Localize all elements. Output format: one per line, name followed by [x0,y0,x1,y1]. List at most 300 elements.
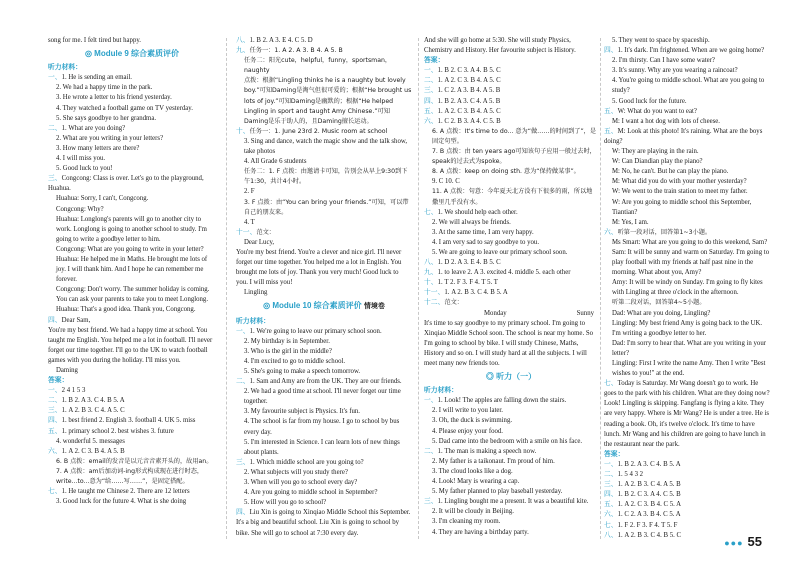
text-line [236,387,412,407]
text-line [236,218,412,228]
numbered-line [424,107,598,117]
question-number: 六、 [604,511,618,519]
text-line [424,427,598,437]
text-line [424,36,598,56]
line-text: 4. All Grade 6 students [244,158,307,166]
section-title-text: ◎ Module 10 综合素质评价 [263,301,362,311]
question-number: 十一、 [424,289,445,297]
numbered-line [604,510,772,520]
line-text: 1. B 2. A 3. C 4. B 5. A [617,460,681,468]
numbered-line [48,73,216,83]
text-line [604,359,772,379]
line-text: 4. Look! Mary is wearing a cap. [432,478,520,486]
line-text: 2. My father is a taikonaut. I'm proud of him. [432,457,555,465]
text-line [48,467,216,487]
line-text: 1. A 2. B 3. C 4. B 5. A [444,289,508,297]
section-tag: 情境卷 [363,303,385,311]
question-number: 二、 [424,77,438,85]
numbered-line [48,406,216,416]
text-line [604,309,772,319]
numbered-line [48,447,216,457]
page-number: 55 [747,534,762,549]
text-line [424,487,598,497]
text-line [48,164,216,174]
line-text: 2. I will write to you later. [432,407,503,415]
line-text: 4. I will miss you. [56,155,106,163]
line-text: 3. Good luck for the future 4. What is she doing [56,498,187,506]
line-text: 6. B 点拨：email的发音是以元音音素开头的，故用an。 [56,457,213,465]
question-number: 二、 [48,397,62,405]
line-text: 1. C 2. B 3. A 4. C 5. B [437,117,501,125]
line-text: And she will go home at 5:30. She will study Physics, Chemistry and History. Her favourite subject is History. [424,37,576,55]
line-text: Dad: I'm sorry to hear that. What are you writing in your letter? [612,339,766,357]
line-text: 1. A 2. C 3. B 4. A 5. C [437,77,501,85]
letter-weather: Sunny [576,309,594,317]
text-line [424,416,598,426]
numbered-line [424,258,598,268]
column-4 [604,36,772,541]
numbered-line [424,396,598,406]
question-number: 八、 [604,531,618,539]
line-text: 3. He wrote a letter to his friend yesterday. [56,94,172,102]
line-text: 4. They watched a football game on TV yesterday. [56,104,193,112]
numbered-line [236,46,412,56]
line-text: 1. 5 4 3 2 [617,471,644,479]
question-number: 七、 [48,488,62,496]
text-line [48,215,216,245]
question-number: 一、 [48,387,62,395]
text-line [424,467,598,477]
question-number: 四、 [48,316,62,324]
numbered-line [604,228,772,238]
question-number: 二、 [48,124,62,132]
line-text: Huahua: He helped me in Maths. He brought me lots of joy. I will thank him. And I hope he can remember me forever. [56,255,208,284]
letter-date: Monday [484,309,507,317]
line-text: You're my best friend. You're a clever and nice girl. I'll never forget our time together. You helped me a lot in English. You brought me lots of joy. Thank you very much! Good luck to you. I will miss you! [236,248,402,287]
question-number: 六、 [604,228,618,236]
text-line [424,177,598,187]
line-text: 1. T 2. F 3. F 4. T 5. T [437,279,498,287]
text-line [236,407,412,417]
line-text: 1. C 2. A 3. B 4. A 5. B [437,87,501,95]
numbered-line [48,174,216,194]
question-number: 四、 [604,491,618,499]
question-number: 一、 [424,67,438,75]
text-line [424,406,598,416]
line-text: M: What did you do with your mother yesterday? [612,178,747,186]
numbered-line [236,228,412,238]
text-line [424,228,598,238]
text-line [236,347,412,357]
line-text: 5. Good luck for the future. [612,97,687,105]
question-number: 十二、 [424,299,445,307]
line-text: 9. C 10. C [432,178,460,186]
text-line [48,497,216,507]
text-line [236,498,412,508]
line-text: 1. to leave 2. A 3. excited 4. middle 5. each other [437,269,571,277]
text-line [424,167,598,177]
numbered-line [424,497,598,507]
question-number: 五、 [604,127,618,135]
question-number: 二、 [424,447,438,455]
numbered-line [424,288,598,298]
numbered-line [424,76,598,86]
question-number: 四、 [48,417,62,425]
line-text: Lingling: First I write the name Amy. Then I write "Best wishes to you!" at the end. [612,360,766,378]
line-text: 2. We had a happy time in the park. [56,84,153,92]
line-text: 2. It will be cloudy in Beijing. [432,508,514,516]
question-number: 六、 [48,447,62,455]
line-text: M: Look at this photo! It's raining. What are the boys doing? [604,127,763,145]
line-text: 1. B 2. C 3. A 4. C 5. B [617,491,681,499]
line-text: 1. Sam and Amy are from the UK. They are our friends. [249,378,402,386]
line-text: W: What do you want to eat? [617,107,697,115]
numbered-line [236,458,412,468]
numbered-line [424,447,598,457]
line-text: 范文： [256,228,275,236]
text-line [236,137,412,157]
text-line [604,56,772,66]
question-number: 八、 [424,259,438,267]
numbered-line [48,386,216,396]
line-text: Daming [56,367,78,374]
text-line [424,517,598,527]
question-number: 三、 [236,458,250,466]
line-text: 1. He taught me Chinese 2. There are 12 letters [61,488,190,496]
column-divider-2 [418,38,419,539]
question-number: 九、 [236,47,250,55]
line-text: Today is Saturday. Mr Wang doesn't go to work. He goes to the park with his children. What are they doing now? Look! Lingling is skipping. Fangfang is flying a kite. They are very happy. Where is Mr Wang? He is under a tree. He is reading a book. Oh, it's twelve o'clock. It's time to have lunch. Mr Wang and his children are going to have lunch in the restaurant near the park. [604,380,770,448]
line-text: Lingling [244,289,268,297]
numbered-line [236,327,412,337]
line-text: 3. Sing and dance, watch the magic show and the talk show, take photos [244,137,408,156]
line-text: 3. F 点拨：由“You can bring your friends.”可知，可以带自己的朋友来。 [244,198,409,216]
question-number: 七、 [604,521,618,529]
numbered-line [424,298,598,308]
text-line [604,198,772,218]
line-text: 1. We're going to leave our primary school soon. [249,327,382,335]
line-text: 1. B 2. C 3. A 4. B 5. C [437,67,501,75]
numbered-line [48,124,216,134]
text-line [604,66,772,76]
text-line [424,437,598,447]
line-text: 3. Oh, the duck is swimming. [432,417,513,425]
section-title-text: ◎ 听力（一） [485,372,537,382]
numbered-line [604,490,772,500]
numbered-line [604,500,772,510]
text-line [236,417,412,437]
numbered-line [48,416,216,426]
text-line [48,114,216,124]
section-heading: 听力材料： [236,317,270,325]
line-text: 1. Lingling bought me a present. It was a beautiful kite. [437,498,589,506]
numbered-line [424,86,598,96]
column-1 [48,36,216,507]
text-line [424,218,598,228]
question-number: 十一、 [236,228,257,236]
line-text: W: Are you going to middle school this September, Tiantian? [612,198,752,216]
text-line [424,477,598,487]
line-text: 7. B 点拨：由 ten years ago可知该句子应用一般过去时，speak的过去式为spoke。 [432,148,596,166]
text-line [236,478,412,488]
numbered-line [48,487,216,497]
numbered-line [48,427,216,437]
column-2 [236,36,412,539]
question-number: 五、 [604,107,618,115]
text-line [48,154,216,164]
line-text: You're my best friend. We had a happy time at school. You taught me English. You helped me a lot in football. I'll never forget our time together. I'll go to the UK to watch football games with you during the holiday. I'll miss you. [48,326,213,364]
question-number: 四、 [604,47,618,55]
text-line [48,366,216,376]
text-line [604,187,772,197]
line-text: Huahua: Longlong's parents will go to another city to work. Longlong is going to another school to study. I'm going to write a goodbye letter to him. [56,215,207,243]
text-line [48,194,216,204]
line-text: W: They are playing in the rain. [612,148,699,156]
text-line [48,83,216,93]
text-line [48,457,216,467]
line-text: It's time to say goodbye to my primary school. I'm going to Xinqiao Middle School soon. The school is near my home. So I'm going to school by bike. I will study Chinese, Maths, History and so on. I will study hard at all the subjects. I will meet many new friends too. [424,319,594,367]
page-footer [724,534,762,549]
numbered-line [48,316,216,326]
line-text: 2. What are you writing in your letters? [56,134,164,142]
line-text: 3. When will you go to school every day? [244,479,358,487]
line-text: 1. Look! The apples are falling down the stairs. [437,397,567,405]
numbered-line [604,480,772,490]
numbered-line [424,66,598,76]
question-number: 二、 [236,378,250,386]
question-number: 三、 [424,87,438,95]
text-line [236,187,412,197]
line-text: 4. They are having a birthday party. [432,528,529,536]
line-text: 1. D 2. A 3. E 4. B 5. C [437,259,501,267]
question-number: 五、 [604,501,618,509]
line-text: 1. B 2. A 3. C 4. B 5. A [61,397,125,405]
text-line [424,127,598,147]
line-text: 1. B 2. A 3. E 4. C 5. D [249,37,313,44]
text-line [424,187,598,207]
line-text: 6. A 点拨：It's time to do... 意为“做……的时间到了”，是固定句型。 [432,127,597,145]
text-line [604,238,772,248]
question-number: 一、 [236,327,250,335]
text-line [236,198,412,218]
line-text: 5. She says goodbye to her grandma. [56,114,157,122]
question-number: 九、 [424,269,438,277]
question-number: 四、 [424,97,438,105]
section-heading: 答案： [424,57,445,65]
line-text: Liu Xin is going to Xinqiao Middle School this September. It's a big and beautiful school. Liu Xin is going to school by bike. She will go to school at 7:30 every day. [236,509,411,537]
text-line [424,507,598,517]
line-text: 5. Good luck to you! [56,165,113,173]
line-text: 听第二段对话，回答第4~5小题。 [612,299,706,307]
question-number: 一、 [604,460,618,468]
numbered-line [424,278,598,288]
line-text: 1. A 2. B 3. C 4. B 5. C [617,531,682,539]
line-text: 5. How will you go to school? [244,499,327,507]
text-line [424,528,598,538]
line-text: 4. Please enjoy your food. [432,427,503,435]
text-line [604,298,772,308]
text-line [48,93,216,103]
numbered-line [236,377,412,387]
text-line [236,76,412,126]
text-line [236,468,412,478]
numbered-line [236,127,412,137]
section-title-text: ◎ Module 9 综合素质评价 [84,49,180,59]
line-text: 2. What subjects will you study there? [244,468,348,476]
line-text: Congcong: Why? [56,205,104,213]
question-number: 三、 [48,407,62,415]
line-text: 3. Who is the girl in the middle? [244,347,332,355]
column-divider-1 [226,38,227,539]
line-text: 任务二：1. F 点拨：由邀请卡可知，告别会从早上9:30到下午1:30，共计4小时。 [244,168,408,186]
text-line [48,36,216,46]
line-text: 3. At the same time, I am very happy. [432,228,534,236]
section-title [424,372,598,382]
line-text: 2. F [244,188,255,196]
text-line [236,337,412,347]
line-text: 5. I'm interested in Science. I can learn lots of new things about plants. [244,438,400,456]
text-line [236,238,412,248]
line-text: 1. He is sending an email. [61,74,133,82]
text-line [236,438,412,458]
text-line [604,97,772,107]
text-line [604,339,772,359]
line-text: Congcong: What are you going to write in your letter? [56,245,204,253]
line-text: 3. It's sunny. Why are you wearing a raincoat? [612,67,738,75]
text-line [236,488,412,498]
line-text: Dear Lucy, [244,238,275,246]
question-number: 五、 [48,427,62,435]
text-line [604,278,772,298]
text-line [604,167,772,177]
line-text: M: Yes, I am. [612,218,649,226]
text-line [424,238,598,248]
numbered-line [604,379,772,450]
line-text: 1. A 2. B 3. C 4. A 5. C [61,407,125,415]
line-text: Lingling: My best friend Amy is going back to the UK. I'm writing a goodbye letter to her. [612,319,763,337]
line-text: 2. We had a good time at school. I'll never forget our time together. [244,388,401,406]
question-number: 一、 [48,74,62,82]
text-line [48,205,216,215]
numbered-line [604,107,772,117]
numbered-line [424,268,598,278]
text-line [236,357,412,367]
line-text: 4. I'm excited to go to middle school. [244,357,346,365]
line-text: 5. Dad came into the bedroom with a smile on his face. [432,437,583,445]
line-text: 5. They went to space by spaceship. [612,37,710,44]
line-text: 听第一段对话，回答第1~3小题。 [617,228,712,236]
question-number: 一、 [424,397,438,405]
question-number: 十、 [236,127,250,135]
line-text: 1. A 2. C 3. B 4. A 5. B [61,447,125,455]
line-text: 1. Which middle school are you going to? [249,458,364,466]
text-line [48,245,216,255]
line-text: 1. What are you doing? [61,124,126,132]
text-line [48,255,216,285]
question-number: 十、 [424,279,438,287]
text-line [48,144,216,154]
text-line [48,134,216,144]
line-text: 任务一：1. A 2. A 3. B 4. A 5. B [249,47,343,55]
numbered-line [604,521,772,531]
line-text: Congcong: Class is over. Let's go to the playground, Huahua. [48,175,204,193]
line-text: 4. wonderful 5. messages [56,437,125,445]
numbered-line [424,97,598,107]
text-line [424,147,598,167]
line-text: 1. best friend 2. English 3. football 4. UK 5. miss [61,417,196,425]
line-text: 4. You're going to middle school. What are you going to study? [612,77,765,95]
text-line [604,147,772,157]
line-text: 5. She's going to make a speech tomorrow. [244,368,361,375]
question-number: 六、 [424,117,438,125]
question-number: 八、 [236,37,250,44]
text-line [48,285,216,305]
text-line [236,248,412,288]
line-text: 2. I'm thirsty. Can I have some water? [612,57,715,65]
date-weather-line [424,309,598,319]
line-text: 1. B 2. A 3. C 4. A 5. B [437,97,501,105]
line-text: W: We went to the train station to meet my father. [612,188,748,196]
line-text: Congcong: Don't worry. The summer holiday is coming. You can ask your parents to take you to meet Longlong. [56,286,210,304]
numbered-line [424,208,598,218]
question-number: 七、 [604,380,618,388]
text-line [48,326,216,366]
text-line [48,104,216,114]
line-text: 7. A 点拨：am后加动词-ing形式构成现在进行时态，write...to...意为“给……写……”，是固定搭配。 [56,467,204,486]
line-text: M: No, he can't. But he can play the piano. [612,168,729,176]
line-text: 4. Are you going to middle school in September? [244,489,378,497]
section-heading: 听力材料： [424,387,458,395]
line-text: 8. A 点拨：keep on doing sth. 意为“保持做某事”。 [432,168,580,176]
line-text: 2. My birthday is in September. [244,337,330,345]
line-text: 3. The cloud looks like a dog. [432,467,513,475]
text-line [604,177,772,187]
line-text: Dad: What are you doing, Lingling? [612,309,711,317]
text-line [424,319,598,369]
line-text: 4. The school is far from my house. I go to school by bus every day. [244,418,400,436]
line-text: 1. We should help each other. [437,208,518,216]
line-text: 4. I am very sad to say goodbye to you. [432,238,540,246]
line-text: 1. A 2. C 3. B 4. C 5. A [617,501,682,509]
text-line [424,457,598,467]
footer-dots: ●●● [724,538,744,548]
text-line [236,367,412,377]
question-number: 二、 [604,471,618,479]
numbered-line [604,460,772,470]
line-text: Ms Smart: What are you going to do this weekend, Sam? [612,238,768,246]
line-text: 5. We are going to leave our primary school soon. [432,248,568,256]
line-text: 任务一：1. June 23rd 2. Music room at school [249,127,388,135]
text-line [236,157,412,167]
line-text: 1. It's dark. I'm frightened. When are we going home? [617,47,765,55]
text-line [48,437,216,447]
text-line [236,56,412,76]
text-line [604,157,772,167]
text-line [604,319,772,339]
question-number: 三、 [48,175,62,183]
question-number: 七、 [424,208,438,216]
line-text: 1. F 2. F 3. F 4. T 5. F [617,521,678,529]
line-text: 点拨：根据“Lingling thinks he is a naughty but lovely boy.”可知Daming是淘气但很可爱的；根据“He brought us lots of joy.”可知Daming是幽默的；根据“He helped Lingling in sport and taught Amy Chinese.”可知Daming是乐于助人的，且Daming擅长运动。 [244,77,412,125]
section-heading: 答案： [604,450,625,458]
text-line [604,36,772,46]
question-number: 四、 [236,509,250,517]
question-number: 三、 [424,498,438,506]
text-line [424,248,598,258]
line-text: 1. C 2. A 3. B 4. C 5. A [617,511,681,519]
text-line [604,117,772,127]
section-title [236,301,412,312]
